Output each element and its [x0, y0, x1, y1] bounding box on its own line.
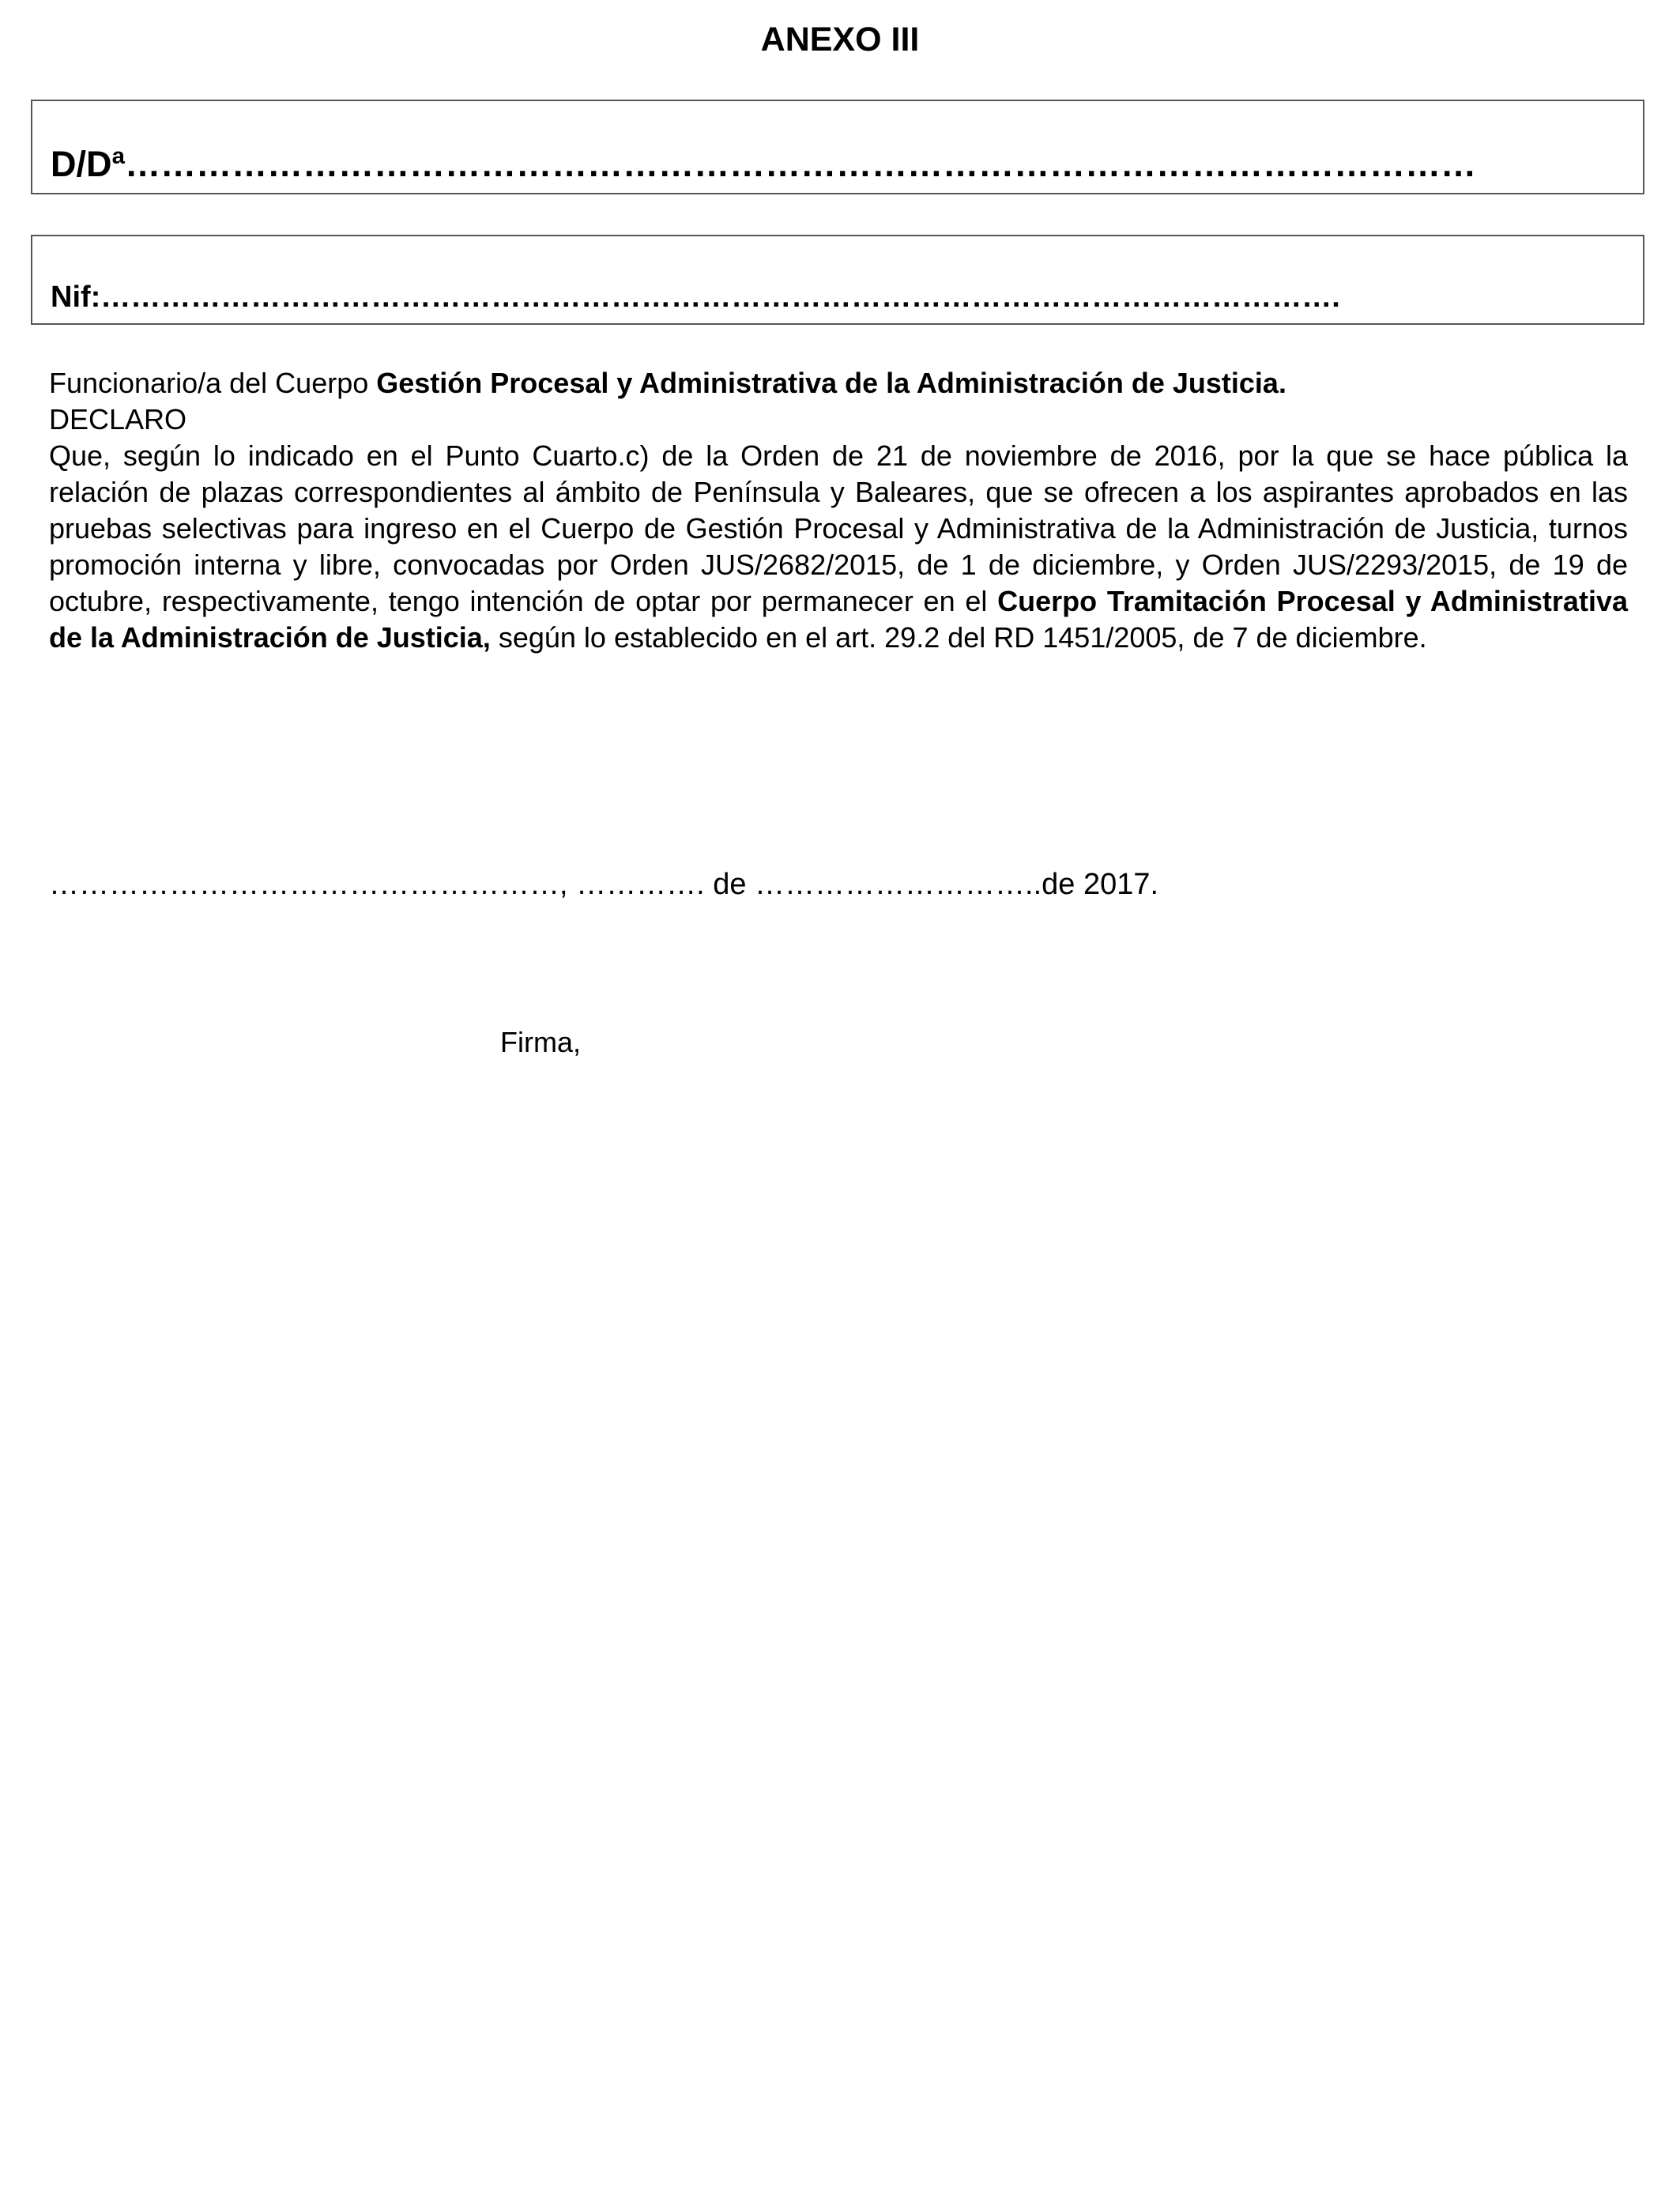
- declaration-text-1: Que, según lo indicado en el Punto Cuarto.c) de la Orden de 21 de noviembre de 2016, por la que se hace pública la relación de plazas correspondientes al ámbito de Península y Baleares, que se ofrecen a los aspirantes aprobados en las pruebas selectivas para ingreso en el Cuerpo de Gestión Procesal y Administrativa de la Administración de Justicia, turnos promoción interna y libre, convocadas por Orden JUS/2682/2015, de 1 de diciembre, y Orden JUS/2293/2015, de 19 de octubre, respectivamente, tengo intención de optar por permanecer en el: [49, 439, 1628, 617]
- document-title: ANEXO III: [760, 21, 920, 58]
- nif-field-label: Nif:…………………………………………………………………………………………………………….: [51, 281, 1340, 314]
- declaro-heading: DECLARO: [49, 403, 187, 435]
- date-line: ……………………………………………, …………. de ………………………..de 2017.: [49, 868, 1159, 901]
- cuerpo-line: [49, 365, 1628, 401]
- name-field-label: D/Dª……………………………………………………………………………………………………: [51, 144, 1477, 184]
- cuerpo-prefix: Funcionario/a del Cuerpo: [49, 367, 377, 399]
- name-field-box: [31, 100, 1644, 194]
- declaration-body: [49, 365, 1628, 656]
- cuerpo-name: Gestión Procesal y Administrativa de la Administración de Justicia.: [376, 367, 1286, 399]
- declaration-text-2: según lo establecido en el art. 29.2 del RD 1451/2005, de 7 de diciembre.: [490, 621, 1427, 654]
- declaration-bold-cuerpo: Cuerpo Tramitación Procesal y Administrativa de la Administración de Justicia,: [49, 585, 1628, 654]
- declaration-paragraph: [49, 438, 1628, 656]
- signature-label: Firma,: [500, 1026, 581, 1058]
- nif-field-box: [31, 235, 1644, 325]
